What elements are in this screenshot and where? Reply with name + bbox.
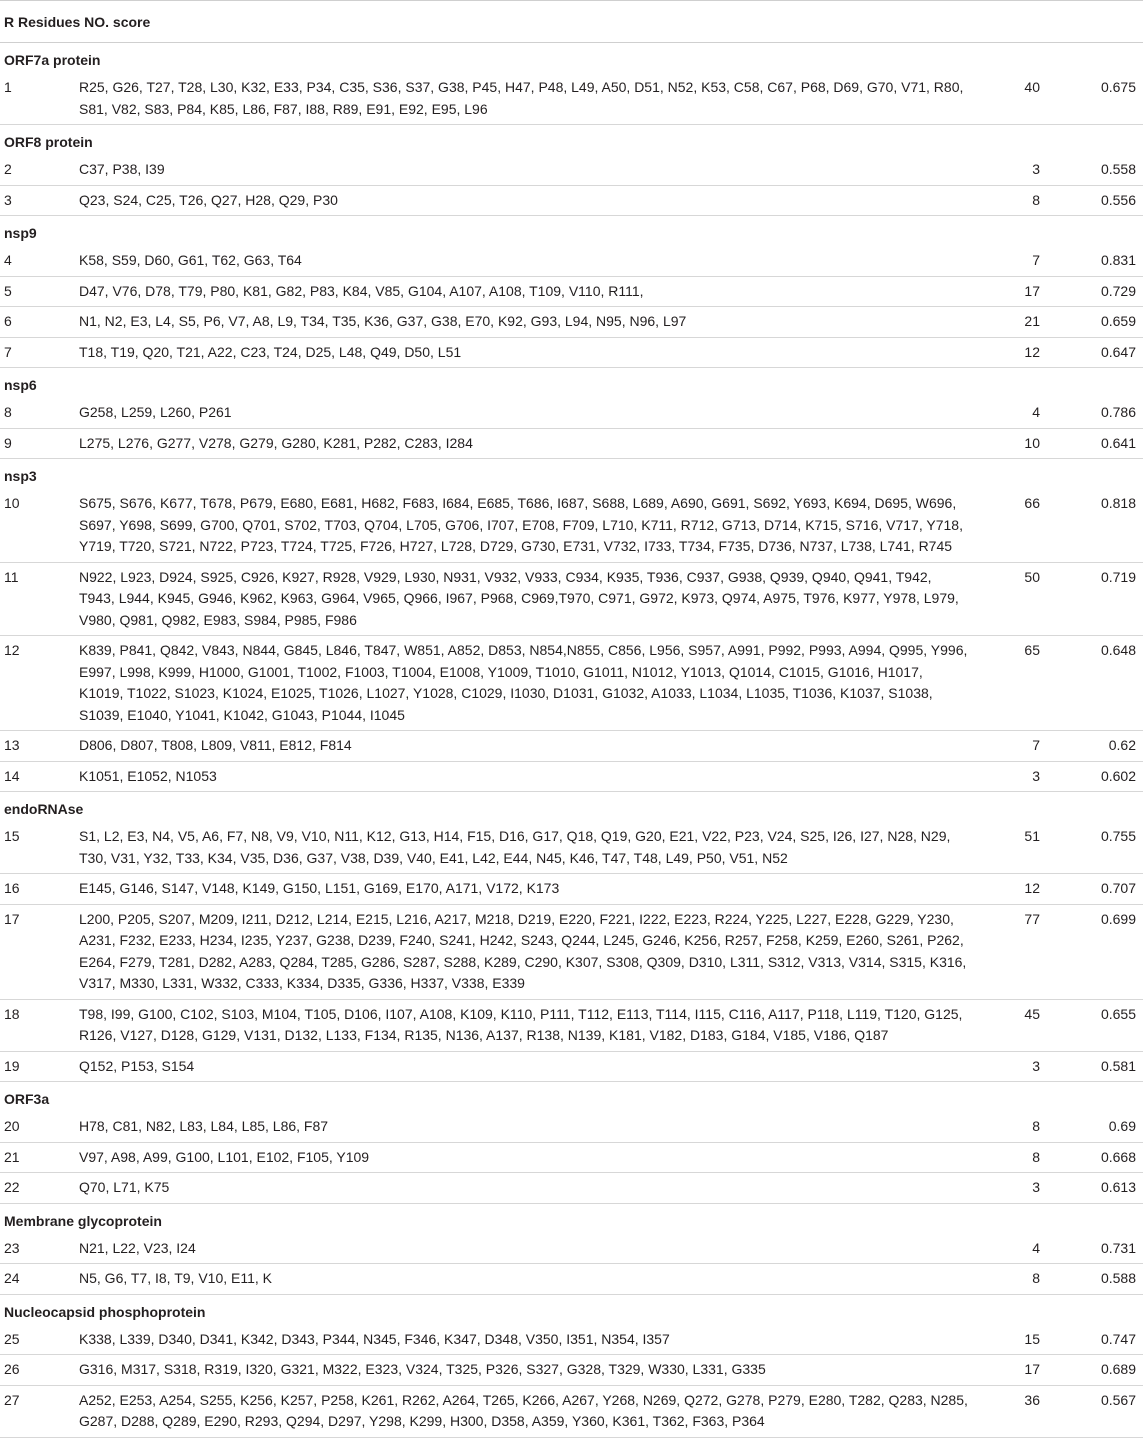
- count-cell: 8: [1032, 1270, 1040, 1286]
- residues-cell: K839, P841, Q842, V843, N844, G845, L846, T847, W851, A852, D853, N854,N855, C856, L956, S957, A991, P992, P993, A994, Q995, Y996, E997, L998, K999, H1000, G1001, T1002, F1003, T1004, E1008, Y1009, T1010, G1011, N1012, Y1013, Q1014, C1015, G1016, H1017, K1019, T1022, S1023, K1024, E1025, T1026, L1027, Y1028, C1029, I1030, D1031, G1032, A1033, L1034, L1035, T1036, K1037, S1038, S1039, E1040, Y1041, K1042, G1043, P1044, I1045: [79, 642, 968, 723]
- table-row: [0, 1112, 1143, 1143]
- row-number: 25: [4, 1330, 20, 1347]
- section-title: Nucleocapsid phosphoprotein: [4, 1303, 206, 1320]
- score-cell: 0.558: [1100, 161, 1136, 177]
- residues-cell: R25, G26, T27, T28, L30, K32, E33, P34, C35, S36, S37, G38, P45, H47, P48, L49, A50, D51, N52, K53, C58, C67, P68, D69, G70, V71, R80, S81, V82, S83, P84, K85, L86, F87, I88, R89, E91, E92, E95, L96: [79, 79, 964, 117]
- count-cell: 40: [1024, 79, 1040, 95]
- residues-cell: N1, N2, E3, L4, S5, P6, V7, A8, L9, T34, T35, K36, G37, G38, E70, K92, G93, L94, N95, N96, L97: [79, 313, 687, 329]
- count-cell: 36: [1024, 1391, 1040, 1408]
- table-row: [0, 1173, 1143, 1204]
- residues-cell: G316, M317, S318, R319, I320, G321, M322, E323, V324, T325, P326, S327, G328, T329, W330, L331, G335: [79, 1361, 766, 1377]
- score-cell: 0.648: [1100, 642, 1136, 658]
- residues-cell: N21, L22, V23, I24: [79, 1239, 196, 1256]
- table-body: [0, 43, 1143, 1438]
- count-cell: 17: [1024, 1361, 1040, 1377]
- count-cell: 8: [1032, 1148, 1040, 1165]
- row-number: 8: [4, 404, 12, 420]
- count-cell: 3: [1032, 1057, 1040, 1074]
- table-row: [0, 307, 1143, 338]
- table-row: [0, 429, 1143, 460]
- section-title: nsp3: [4, 468, 37, 484]
- count-cell: 45: [1024, 1005, 1040, 1022]
- count-cell: 15: [1024, 1330, 1040, 1347]
- table-row: [0, 762, 1143, 793]
- count-cell: 8: [1032, 191, 1040, 208]
- residues-cell: S1, L2, E3, N4, V5, A6, F7, N8, V9, V10, N11, K12, G13, H14, F15, D16, G17, Q18, Q19, G20, E21, V22, P23, V24, S25, I26, I27, N28, N29, T30, V31, Y32, T33, K34, V35, D36, G37, V38, D39, V40, E41, L42, E44, N45, K46, T47, T48, L49, P50, V51, N52: [79, 828, 951, 866]
- row-number: 1: [4, 79, 12, 95]
- score-cell: 0.731: [1100, 1239, 1136, 1256]
- section-title: ORF3a: [4, 1091, 50, 1107]
- table-row: [0, 1052, 1143, 1083]
- residues-cell: T18, T19, Q20, T21, A22, C23, T24, D25, L48, Q49, D50, L51: [79, 343, 462, 360]
- table-row: [0, 489, 1143, 563]
- residues-cell: N922, L923, D924, S925, C926, K927, R928, V929, L930, N931, V932, V933, C934, K935, T936, C937, G938, Q939, Q940, Q941, T942, T943, L944, K945, G946, K962, K963, G964, V965, Q966, I967, P968, C969,T970, C971, G972, K973, Q974, A975, T976, K977, Y978, L979, V980, Q981, Q982, E983, S984, P985, F986: [79, 568, 959, 628]
- residues-cell: G258, L259, L260, P261: [79, 404, 232, 420]
- row-number: 15: [4, 828, 20, 844]
- residues-cell: D806, D807, T808, L809, V811, E812, F814: [79, 737, 352, 753]
- row-number: 16: [4, 880, 20, 896]
- table-row: [0, 822, 1143, 874]
- section-title: ORF8 protein: [4, 134, 93, 150]
- residues-cell: Q23, S24, C25, T26, Q27, H28, Q29, P30: [79, 191, 338, 208]
- row-number: 19: [4, 1057, 20, 1074]
- row-number: 24: [4, 1270, 20, 1286]
- section-title: nsp6: [4, 377, 37, 393]
- score-cell: 0.707: [1100, 880, 1136, 896]
- row-number: 6: [4, 313, 12, 329]
- row-number: 13: [4, 737, 20, 753]
- count-cell: 4: [1032, 1239, 1040, 1256]
- table-row: [0, 338, 1143, 369]
- residues-cell: C37, P38, I39: [79, 161, 165, 177]
- table-row: [0, 1000, 1143, 1052]
- table-row: [0, 636, 1143, 731]
- residues-cell: A252, E253, A254, S255, K256, K257, P258, K261, R262, A264, T265, K266, A267, Y268, N269, Q272, G278, P279, E280, T282, Q283, N285, G287, D288, Q289, E290, R293, Q294, D297, Y298, K299, H300, D358, A359, Y360, K361, T362, F363, P364: [79, 1391, 968, 1429]
- count-cell: 3: [1032, 161, 1040, 177]
- section-title: nsp9: [4, 225, 37, 241]
- row-number: 17: [4, 910, 20, 927]
- row-number: 10: [4, 495, 20, 511]
- section-title: ORF7a protein: [4, 52, 101, 68]
- table-row: [0, 731, 1143, 762]
- count-cell: 21: [1024, 313, 1040, 329]
- count-cell: 77: [1024, 910, 1040, 927]
- row-number: 12: [4, 642, 20, 658]
- score-cell: 0.659: [1100, 313, 1136, 329]
- score-cell: 0.567: [1100, 1391, 1136, 1408]
- residues-cell: K338, L339, D340, D341, K342, D343, P344, N345, F346, K347, D348, V350, I351, N354, I357: [79, 1330, 670, 1347]
- residues-cell: Q152, P153, S154: [79, 1057, 195, 1074]
- score-cell: 0.719: [1100, 568, 1136, 585]
- residues-cell: K1051, E1052, N1053: [79, 767, 217, 784]
- count-cell: 7: [1032, 252, 1040, 268]
- row-number: 26: [4, 1361, 20, 1377]
- count-cell: 12: [1024, 880, 1040, 896]
- table-row: [0, 1386, 1143, 1438]
- score-cell: 0.786: [1100, 404, 1136, 420]
- score-cell: 0.655: [1100, 1005, 1136, 1022]
- table-header: R Residues NO. score: [0, 0, 1143, 43]
- count-cell: 12: [1024, 343, 1040, 360]
- score-cell: 0.588: [1100, 1270, 1136, 1286]
- row-number: 9: [4, 434, 12, 451]
- row-number: 5: [4, 282, 12, 299]
- residues-cell: E145, G146, S147, V148, K149, G150, L151, G169, E170, A171, V172, K173: [79, 880, 560, 896]
- table-row: [0, 1264, 1143, 1295]
- table-row: [0, 874, 1143, 905]
- residues-cell: K58, S59, D60, G61, T62, G63, T64: [79, 252, 302, 268]
- count-cell: 10: [1024, 434, 1040, 451]
- score-cell: 0.69: [1108, 1118, 1136, 1134]
- score-cell: 0.675: [1100, 79, 1136, 95]
- residues-cell: N5, G6, T7, I8, T9, V10, E11, K: [79, 1270, 272, 1286]
- count-cell: 17: [1024, 282, 1040, 299]
- score-cell: 0.729: [1100, 282, 1136, 299]
- score-cell: 0.699: [1100, 910, 1136, 927]
- table-row: [0, 1234, 1143, 1265]
- table-row: [0, 246, 1143, 277]
- score-cell: 0.62: [1108, 737, 1136, 753]
- table-row: [0, 73, 1143, 125]
- count-cell: 7: [1032, 737, 1040, 753]
- row-number: 4: [4, 252, 12, 268]
- table-row: [0, 905, 1143, 1000]
- row-number: 20: [4, 1118, 20, 1134]
- count-cell: 66: [1024, 495, 1040, 511]
- score-cell: 0.581: [1100, 1057, 1136, 1074]
- score-cell: 0.831: [1100, 252, 1136, 268]
- row-number: 27: [4, 1391, 20, 1408]
- score-cell: 0.641: [1100, 434, 1136, 451]
- residues-cell: S675, S676, K677, T678, P679, E680, E681, H682, F683, I684, E685, T686, I687, S688, L689, A690, G691, S692, Y693, K694, D695, W696, S697, Y698, S699, G700, Q701, S702, T703, Q704, L705, G706, I707, E708, F709, L710, K711, R712, G713, D714, K715, S716, V717, Y718, Y719, T720, S721, N722, P723, T724, T725, F726, H727, L728, D729, G730, E731, V732, I733, T734, F735, D736, N737, L738, L741, R745: [79, 495, 963, 554]
- row-number: 3: [4, 191, 12, 208]
- residues-cell: T98, I99, G100, C102, S103, M104, T105, D106, I107, A108, K109, K110, P111, T112, E113, T114, I115, C116, A117, P118, L119, T120, G125, R126, V127, D128, G129, V131, D132, L133, F134, R135, N136, A137, R138, N139, K181, V182, D183, G184, V185, V186, Q187: [79, 1005, 963, 1043]
- row-number: 23: [4, 1239, 20, 1256]
- row-number: 18: [4, 1005, 20, 1022]
- count-cell: 65: [1024, 642, 1040, 658]
- residues-cell: L275, L276, G277, V278, G279, G280, K281, P282, C283, I284: [79, 434, 473, 451]
- score-cell: 0.689: [1100, 1361, 1136, 1377]
- score-cell: 0.747: [1100, 1330, 1136, 1347]
- residues-cell: V97, A98, A99, G100, L101, E102, F105, Y109: [79, 1148, 370, 1165]
- residues-cell: H78, C81, N82, L83, L84, L85, L86, F87: [79, 1118, 329, 1134]
- table-row: [0, 155, 1143, 186]
- residues-cell: Q70, L71, K75: [79, 1179, 170, 1195]
- count-cell: 51: [1024, 828, 1040, 844]
- score-cell: 0.602: [1100, 767, 1136, 784]
- count-cell: 4: [1032, 404, 1040, 420]
- count-cell: 50: [1024, 568, 1040, 585]
- score-cell: 0.556: [1100, 191, 1136, 208]
- count-cell: 3: [1032, 767, 1040, 784]
- score-cell: 0.613: [1100, 1179, 1136, 1195]
- score-cell: 0.818: [1100, 495, 1136, 511]
- score-cell: 0.647: [1100, 343, 1136, 360]
- row-number: 14: [4, 767, 20, 784]
- row-number: 2: [4, 161, 12, 177]
- row-number: 11: [4, 568, 19, 585]
- count-cell: 3: [1032, 1179, 1040, 1195]
- row-number: 21: [4, 1148, 20, 1165]
- table-row: [0, 186, 1143, 217]
- score-cell: 0.755: [1100, 828, 1136, 844]
- table-row: [0, 1325, 1143, 1356]
- residues-cell: L200, P205, S207, M209, I211, D212, L214, E215, L216, A217, M218, D219, E220, F221, I222, E223, R224, Y225, L227, E228, G229, Y230, A231, F232, E233, H234, I235, Y237, G238, D239, F240, S241, H242, S243, Q244, L245, G246, K256, R257, F258, K259, E260, S261, P262, E264, F279, T281, D282, A283, Q284, T285, G286, S287, S288, K289, C290, K307, S308, Q309, D310, L311, S312, V313, V314, S315, K316, V317, M330, L331, W332, C333, K334, D335, G336, H337, V338, E339: [79, 910, 967, 991]
- table-row: [0, 277, 1143, 308]
- row-number: 22: [4, 1179, 20, 1195]
- section-title: Membrane glycoprotein: [4, 1212, 162, 1229]
- row-number: 7: [4, 343, 12, 360]
- score-cell: 0.668: [1100, 1148, 1136, 1165]
- table-row: [0, 398, 1143, 429]
- residues-cell: D47, V76, D78, T79, P80, K81, G82, P83, K84, V85, G104, A107, A108, T109, V110, R111,: [79, 282, 644, 299]
- count-cell: 8: [1032, 1118, 1040, 1134]
- section-title: endoRNAse: [4, 801, 84, 817]
- table-row: [0, 563, 1143, 637]
- table-row: [0, 1143, 1143, 1174]
- table-row: [0, 1355, 1143, 1386]
